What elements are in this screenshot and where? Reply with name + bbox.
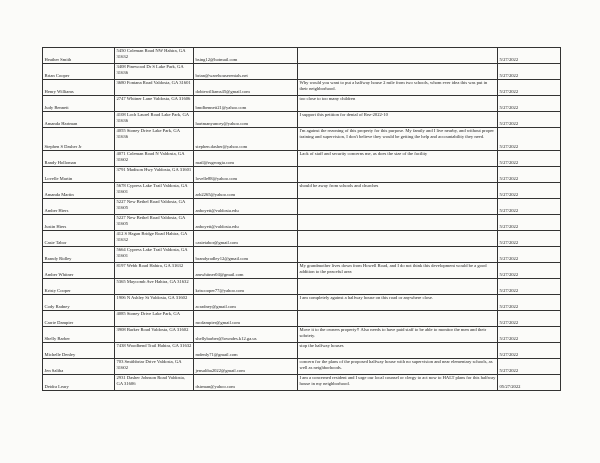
email-cell: jensaliba2022@gmail.com bbox=[194, 359, 298, 375]
email-cell: kriscooper77@yahoo.com bbox=[194, 279, 298, 295]
table-row bbox=[43, 215, 561, 231]
comment-cell: Move it to the owners property!! Also needs to have paid staff to be able to monitor the men and their sobriety. bbox=[298, 327, 498, 343]
table-row bbox=[43, 279, 561, 295]
comment-cell: Why would you want to put a halfway house 2 mile from two schools, whom ever idea this was put in their neighborhood. bbox=[298, 80, 498, 96]
address-cell: 7438 Woodbend Trail Hahira, GA 31632 bbox=[115, 343, 194, 359]
email-cell: anboyett@valdosta.edu bbox=[194, 215, 298, 231]
date-cell: 5/27/2022 bbox=[498, 48, 561, 64]
name-cell: Carrie Dampier bbox=[43, 311, 115, 327]
address-cell: 3791 Madison Hwy Valdosta, GA 31601 bbox=[115, 167, 194, 183]
name-cell: Kristy Cooper bbox=[43, 279, 115, 295]
email-cell: casietabor@gmail.com bbox=[194, 231, 298, 247]
comment-cell bbox=[298, 279, 498, 295]
name-cell: Michelle Denley bbox=[43, 343, 115, 359]
name-cell: Amber Hiers bbox=[43, 199, 115, 215]
name-cell: Cody Radney bbox=[43, 295, 115, 311]
date-cell: 5/27/2022 bbox=[498, 151, 561, 167]
address-cell: 8197 Webb Road Hahira, GA 31632 bbox=[115, 263, 194, 279]
date-cell: 5/27/2022 bbox=[498, 247, 561, 263]
email-cell: mdenly71@gmail.com bbox=[194, 343, 298, 359]
email-cell: amwhitner04@gmail.com bbox=[194, 263, 298, 279]
table-body bbox=[43, 48, 561, 391]
date-cell: 5/27/2022 bbox=[498, 112, 561, 128]
name-cell: Lovelle Martin bbox=[43, 167, 115, 183]
name-cell: Amanda Martin bbox=[43, 183, 115, 199]
table-row bbox=[43, 231, 561, 247]
date-cell: 5/27/2022 bbox=[498, 311, 561, 327]
comment-cell bbox=[298, 48, 498, 64]
email-cell: mail@rsgeorgia.com bbox=[194, 151, 298, 167]
date-cell: 5/27/2022 bbox=[498, 263, 561, 279]
name-cell: Judy Bennett bbox=[43, 96, 115, 112]
comment-cell: Lack of staff and security concerns me, as does the size of the facility bbox=[298, 151, 498, 167]
name-cell: Shelly Barber bbox=[43, 327, 115, 343]
address-cell: 3408 Pinewood Dr S Lake Park, GA 31636 bbox=[115, 64, 194, 80]
email-cell: bmdbennett21@yahoo.com bbox=[194, 96, 298, 112]
date-cell: 5/27/2022 bbox=[498, 128, 561, 151]
name-cell: Justin Hiers bbox=[43, 215, 115, 231]
comment-cell: I am a concerned resident and I urge our local counsel or clergy to act now to HALT plans for this halfway house in my neighborhood. bbox=[298, 375, 498, 391]
name-cell: Amanda Hartman bbox=[43, 112, 115, 128]
address-cell: 703 Smithbriar Drive Valdosta, GA 31602 bbox=[115, 359, 194, 375]
email-cell: lovelle88@yahoo.com bbox=[194, 167, 298, 183]
public-comment-table bbox=[42, 47, 561, 391]
email-cell: bsing12@hotmail.com bbox=[194, 48, 298, 64]
date-cell: 5/27/2022 bbox=[498, 183, 561, 199]
address-cell: 5227 New Bethel Road Valdosta, GA 31605 bbox=[115, 215, 194, 231]
comment-cell: too close to too many children bbox=[298, 96, 498, 112]
name-cell: Brian Cooper bbox=[43, 64, 115, 80]
table-row bbox=[43, 64, 561, 80]
date-cell: 5/27/2022 bbox=[498, 359, 561, 375]
address-cell: 2931 Dasher Johnson Road Valdosta, GA 31606 bbox=[115, 375, 194, 391]
address-cell: 4108 Loch Laurel Road Lake Park, GA 31636 bbox=[115, 112, 194, 128]
table-row bbox=[43, 199, 561, 215]
date-cell: 5/27/2022 bbox=[498, 96, 561, 112]
address-cell: 5450 Coleman Road NW Hahira, GA 31632 bbox=[115, 48, 194, 64]
email-cell: dsirman@yahoo.com bbox=[194, 375, 298, 391]
email-cell: brian@warehouserentals.net bbox=[194, 64, 298, 80]
date-cell: 5/27/2022 bbox=[498, 80, 561, 96]
table-row bbox=[43, 112, 561, 128]
comment-cell: stop the halfway houses bbox=[298, 343, 498, 359]
address-cell: 5227 New Bethel Road Valdosta, GA 31605 bbox=[115, 199, 194, 215]
comment-cell: I'm against the rezoning of this property for this purpose. My family and I live nearby, and without proper training and supervision, I don't believe they would be getting the help and accountability they need. bbox=[298, 128, 498, 151]
name-cell: Casie Tabor bbox=[43, 231, 115, 247]
table-row bbox=[43, 263, 561, 279]
name-cell: Deidra Leary bbox=[43, 375, 115, 391]
table-row bbox=[43, 343, 561, 359]
date-cell: 5/27/2022 bbox=[498, 327, 561, 343]
comment-cell: I am completely against a halfway house on this road or anywhere close. bbox=[298, 295, 498, 311]
table-row bbox=[43, 327, 561, 343]
address-cell: 3908 Barker Road Valdosta, GA 31602 bbox=[115, 327, 194, 343]
email-cell: shellybarber@lowndes.k12.ga.us bbox=[194, 327, 298, 343]
table-row bbox=[43, 96, 561, 112]
name-cell: Randy Holloman bbox=[43, 151, 115, 167]
name-cell: Amber Whitner bbox=[43, 263, 115, 279]
table-row bbox=[43, 311, 561, 327]
email-cell: mcdampier@gmail.com bbox=[194, 311, 298, 327]
name-cell: Brandy Ridley bbox=[43, 247, 115, 263]
comment-cell: I support this petition for denial of Rez-2022-10 bbox=[298, 112, 498, 128]
address-cell: 2747 Whitner Lane Valdosta, GA 31606 bbox=[115, 96, 194, 112]
email-cell: dobiewilliams45@gmail.com bbox=[194, 80, 298, 96]
email-cell: acradney@gmail.com bbox=[194, 295, 298, 311]
comment-cell bbox=[298, 64, 498, 80]
date-cell: 5/27/2022 bbox=[498, 167, 561, 183]
address-cell: 5678 Cypress Lake Trail Valdosta, GA 31601 bbox=[115, 183, 194, 199]
comment-cell bbox=[298, 231, 498, 247]
address-cell: 1906 N Ashley St Valdosta, GA 31602 bbox=[115, 295, 194, 311]
date-cell: 5/27/2022 bbox=[498, 64, 561, 80]
address-cell: 4055 Stoney Drive Lake Park, GA 31636 bbox=[115, 128, 194, 151]
email-cell: stephen.dasher@yahoo.com bbox=[194, 128, 298, 151]
table-row bbox=[43, 375, 561, 391]
table-row bbox=[43, 183, 561, 199]
comment-cell bbox=[298, 247, 498, 263]
name-cell: Stephen S Dasher Jr bbox=[43, 128, 115, 151]
date-cell: 5/27/2022 bbox=[498, 231, 561, 247]
address-cell: 4085 Stoney Drive Lake Park, GA bbox=[115, 311, 194, 327]
table-row bbox=[43, 151, 561, 167]
address-cell: 412 S Hagan Bridge Road Hahira, GA 31632 bbox=[115, 231, 194, 247]
date-cell: 5/27/2022 bbox=[498, 343, 561, 359]
address-cell: 3680 Fontana Road Valdosta, GA 31601 bbox=[115, 80, 194, 96]
comment-cell bbox=[298, 167, 498, 183]
comment-cell: should be away from schools and churches bbox=[298, 183, 498, 199]
date-cell: 5/27/2022 bbox=[498, 295, 561, 311]
comment-cell: My grandmother lives down from Howell Road, and I do not think this development would be a good addition to the peaceful area bbox=[298, 263, 498, 279]
comment-cell bbox=[298, 215, 498, 231]
address-cell: 4071 Coleman Road N Valdosta, GA 31602 bbox=[115, 151, 194, 167]
table-row bbox=[43, 128, 561, 151]
name-cell: Jen Saliba bbox=[43, 359, 115, 375]
comment-cell bbox=[298, 311, 498, 327]
table-row bbox=[43, 247, 561, 263]
table-row bbox=[43, 359, 561, 375]
name-cell: Henry Williams bbox=[43, 80, 115, 96]
table-row bbox=[43, 167, 561, 183]
comment-cell: concern for the plans of the proposed halfway house with no supervision and near elementary schools, as well as neighborhoods. bbox=[298, 359, 498, 375]
date-cell: 5/27/2022 bbox=[498, 215, 561, 231]
date-cell: 5/27/2022 bbox=[498, 279, 561, 295]
table-row bbox=[43, 48, 561, 64]
address-cell: 5365 Maycomb Ave Hahira, GA 31632 bbox=[115, 279, 194, 295]
email-cell: arb2265@yahoo.com bbox=[194, 183, 298, 199]
date-cell: 05/27/2022 bbox=[498, 375, 561, 391]
table-row bbox=[43, 80, 561, 96]
address-cell: 5664 Cypress Lake Trail Valdosta, GA 31601 bbox=[115, 247, 194, 263]
date-cell: 5/27/2022 bbox=[498, 199, 561, 215]
name-cell: Heather Smith bbox=[43, 48, 115, 64]
comment-cell bbox=[298, 199, 498, 215]
email-cell: anboyett@valdosta.edu bbox=[194, 199, 298, 215]
email-cell: hartmanyancey@yahoo.com bbox=[194, 112, 298, 128]
email-cell: brandyradley12@gmail.com bbox=[194, 247, 298, 263]
table-row bbox=[43, 295, 561, 311]
